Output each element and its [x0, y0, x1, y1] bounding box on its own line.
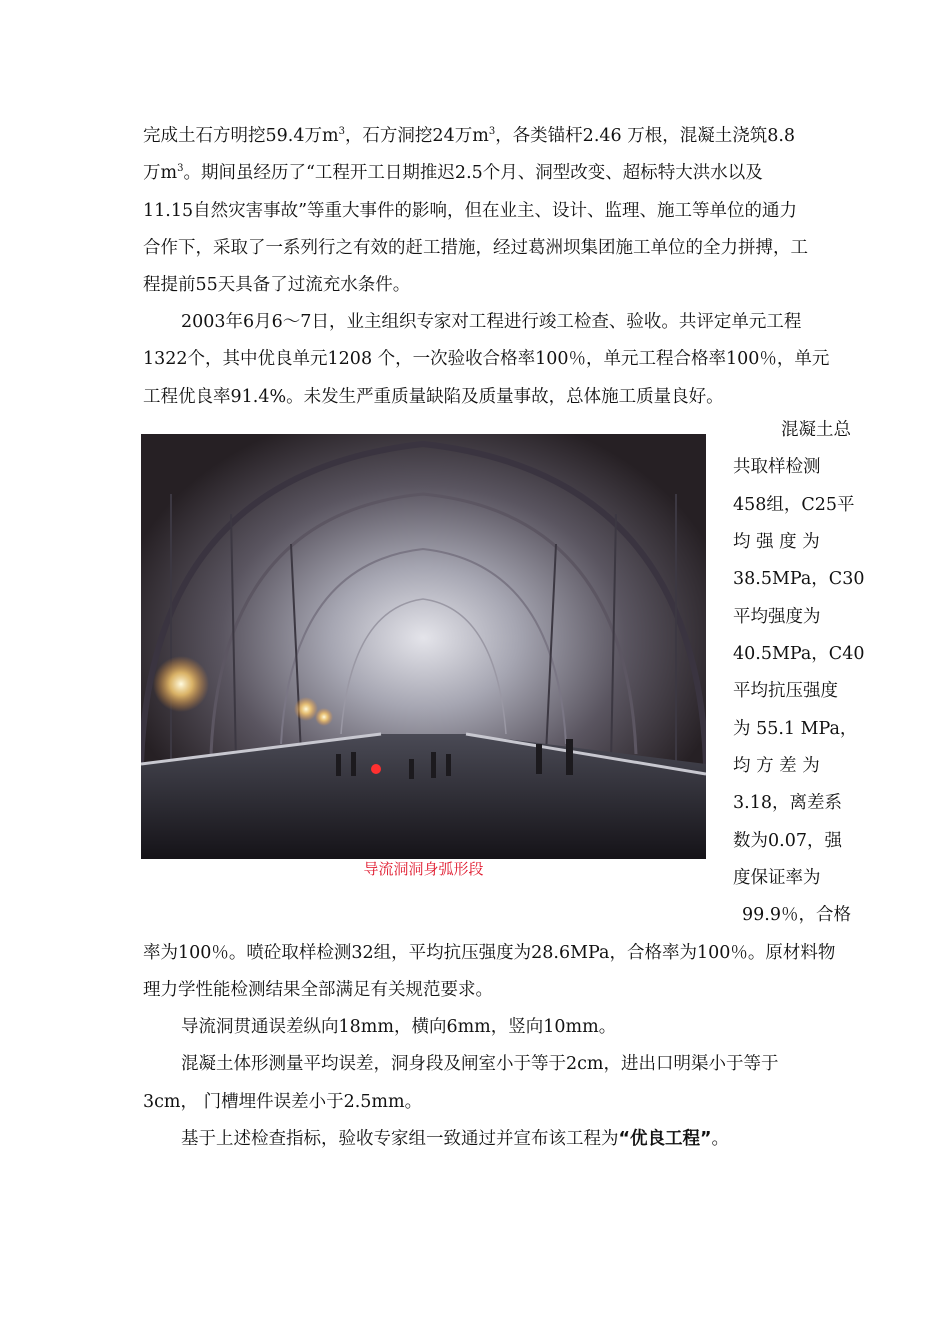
paragraph-1-line-2: 万$m^3$。期间虽经历了“工程开工日期推迟2.5个月、洞型改变、超标特大洪水以及 [143, 163, 763, 183]
paragraph-2-line-1: 2003年6月6～7日，业主组织专家对工程进行竣工检查、验收。共评定单元工程 [181, 312, 802, 332]
side-text-line-12: 数为0.07，强 [733, 831, 842, 851]
tunnel-photo [141, 434, 706, 859]
paragraph-2-line-3: 工程优良率91.4%。未发生严重质量缺陷及质量事故，总体施工质量良好。 [143, 387, 724, 407]
paragraph-1-line-3: 11.15自然灾害事故”等重大事件的影响，但在业主、设计、监理、施工等单位的通力 [143, 201, 798, 221]
paragraph-3-line-full-2: 理力学性能检测结果全部满足有关规范要求。 [143, 980, 493, 1000]
paragraph-4: 导流洞贯通误差纵向18mm，横向6mm，竖向10mm。 [181, 1017, 617, 1037]
paragraph-5-line-2: 3cm， 门槽埋件误差小于2.5mm。 [143, 1092, 423, 1112]
side-text-line-9: 为 55.1 MPa， [733, 719, 858, 739]
paragraph-2-line-2: 1322个，其中优良单元1208 个，一次验收合格率100％，单元工程合格率100％，单元 [143, 349, 830, 369]
paragraph-1-line-4: 合作下，采取了一系列行之有效的赶工措施，经过葛洲坝集团施工单位的全力拼搏，工 [143, 238, 808, 258]
side-text-line-13: 度保证率为 [733, 868, 821, 888]
side-text-line-2: 共取样检测 [733, 457, 821, 477]
paragraph-3-line-full-1: 率为100％。喷砼取样检测32组，平均抗压强度为28.6MPa，合格率为100％。原材料物 [143, 943, 836, 963]
paragraph-6 [143, 1120, 851, 1158]
paragraph-5-line-1: 混凝土体形测量平均误差，洞身段及闸室小于等于2cm，进出口明渠小于等于 [181, 1054, 779, 1074]
photo-caption: 导流洞洞身弧形段 [363, 860, 484, 878]
side-text-line-10: 均 方 差 为 [733, 756, 820, 776]
paragraph-6-end: 。 [711, 1129, 730, 1149]
paragraph-6-text: 基于上述检查指标，验收专家组一致通过并宣布该工程为 [181, 1129, 619, 1149]
tunnel-photo-image [141, 434, 706, 859]
side-text-line-6: 平均强度为 [733, 607, 821, 627]
paragraph-1-line-1: 完成土石方明挖59.4万$m^3$，石方洞挖24万$m^3$，各类锚杆2.46 万根，混凝土浇筑8.8 [143, 126, 796, 146]
side-text-line-7: 40.5MPa，C40 [733, 644, 865, 664]
paragraph-1-line-5: 程提前55天具备了过流充水条件。 [143, 275, 411, 295]
side-text-line-8: 平均抗压强度 [733, 681, 838, 701]
paragraph-6-bold: “优良工程” [618, 1129, 712, 1149]
side-text-line-1: 混凝土总 [781, 420, 851, 440]
side-text-line-11: 3.18，离差系 [733, 793, 842, 813]
side-text-line-5: 38.5MPa，C30 [733, 569, 865, 589]
side-text-line-3: 458组，C25平 [733, 495, 855, 515]
side-text-line-14: 99.9％，合格 [742, 905, 851, 925]
side-text-line-4: 均 强 度 为 [733, 532, 820, 552]
